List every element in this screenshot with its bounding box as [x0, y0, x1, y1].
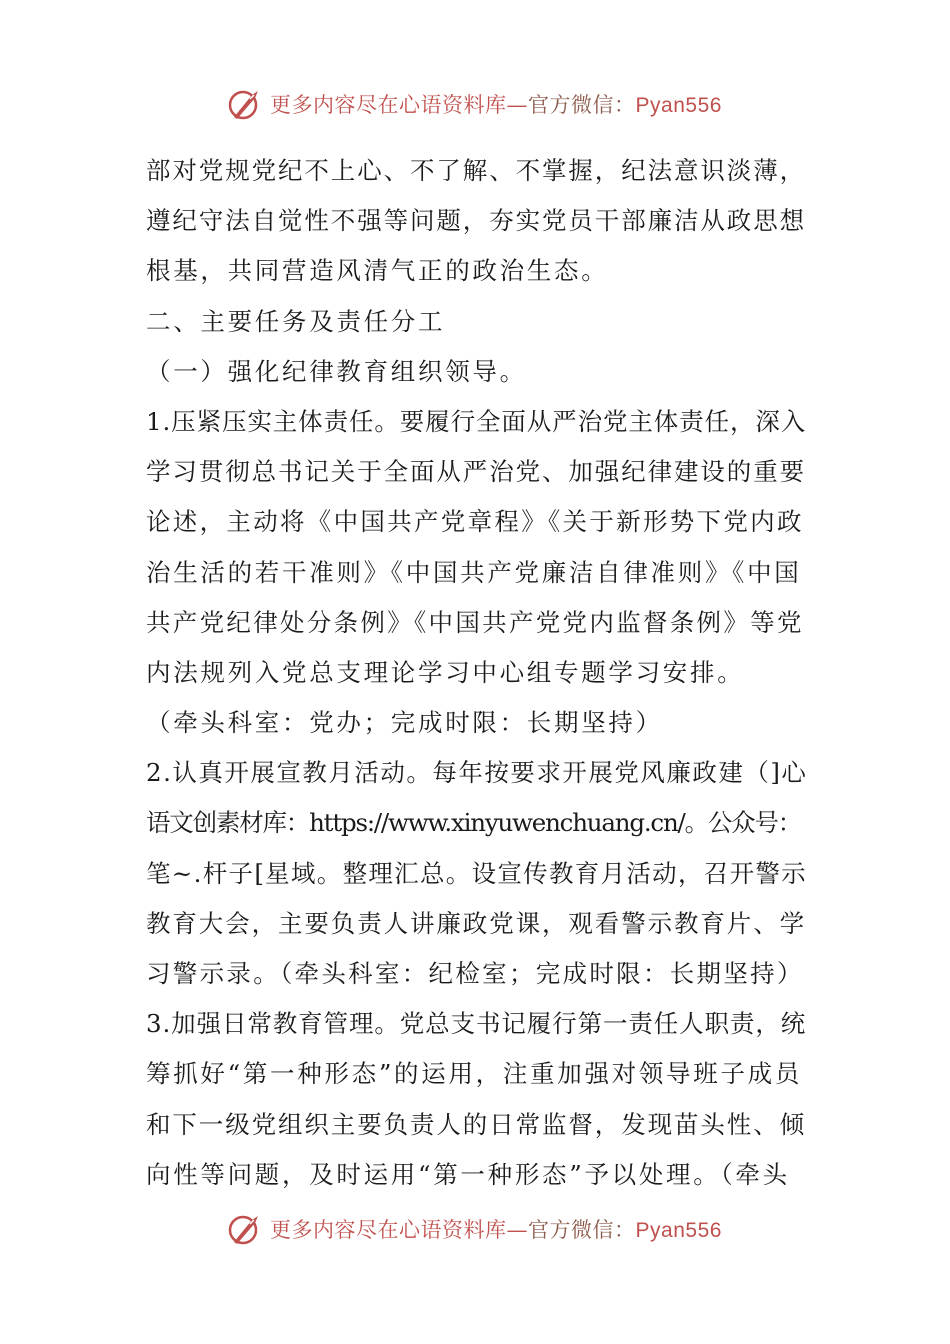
- body-line: 遵纪守法自觉性不强等问题，夯实党员干部廉洁从政思想: [146, 206, 806, 236]
- body-line: 共产党纪律处分条例》《中国共产党党内监督条例》等党: [146, 607, 804, 637]
- body-line: 部对党规党纪不上心、不了解、不掌握，纪法意识淡薄，: [146, 156, 806, 185]
- banner-text: [270, 89, 722, 119]
- body-line: 内法规列入党总支理论学习中心组专题学习安排。: [146, 657, 745, 687]
- body-line-url: 语文创素材库：https://www.xinyuwenchuang.cn/。公众号：: [146, 808, 802, 838]
- document-body: [146, 146, 808, 1200]
- body-line: 筹抓好“第一种形态”的运用，注重加强对领导班子成员: [146, 1059, 803, 1089]
- banner-sub-text: 官方微信：: [528, 1218, 636, 1242]
- subsection-heading: （一）强化纪律教育组织领导。: [146, 356, 527, 386]
- banner-separator: —: [506, 1218, 529, 1242]
- banner-wechat-id: Pyan556: [635, 94, 722, 117]
- footer-banner: [0, 1209, 950, 1249]
- banner-wechat-id: Pyan556: [635, 1219, 722, 1242]
- banner-separator: —: [506, 93, 529, 117]
- banner-text: [270, 1214, 722, 1244]
- body-line: 学习贯彻总书记关于全面从严治党、加强纪律建设的重要: [146, 457, 806, 487]
- pen-logo-icon: [228, 1212, 262, 1246]
- header-banner: [0, 84, 950, 124]
- banner-main-text: 更多内容尽在心语资料库: [270, 1218, 507, 1242]
- section-heading: 二、主要任务及责任分工: [146, 306, 446, 336]
- body-line: 向性等问题，及时运用“第一种形态”予以处理。（牵头: [146, 1159, 790, 1189]
- body-line: （牵头科室：党办；完成时限：长期坚持）: [146, 708, 663, 738]
- body-line: 笔~.杆子[星域。整理汇总。设宣传教育月活动，召开警示: [146, 858, 807, 888]
- pen-logo-icon: [228, 87, 262, 121]
- body-line: 论述，主动将《中国共产党章程》《关于新形势下党内政: [146, 507, 804, 537]
- banner-main-text: 更多内容尽在心语资料库: [270, 93, 507, 117]
- body-line: 教育大会，主要负责人讲廉政党课，观看警示教育片、学: [146, 908, 806, 938]
- body-line: 根基，共同营造风清气正的政治生态。: [146, 256, 609, 286]
- body-line: 1.压紧压实主体责任。要履行全面从严治党主体责任，深入: [146, 406, 807, 436]
- body-line: 3.加强日常教育管理。党总支书记履行第一责任人职责，统: [146, 1009, 807, 1039]
- banner-sub-text: 官方微信：: [528, 93, 636, 117]
- body-line: 2.认真开展宣教月活动。每年按要求开展党风廉政建（]心: [146, 758, 808, 788]
- body-line: 和下一级党组织主要负责人的日常监督，发现苗头性、倾: [146, 1109, 806, 1139]
- body-line: 治生活的若干准则》《中国共产党廉洁自律准则》《中国: [146, 557, 802, 587]
- body-line: 习警示录。（牵头科室：纪检室；完成时限：长期坚持）: [146, 959, 804, 988]
